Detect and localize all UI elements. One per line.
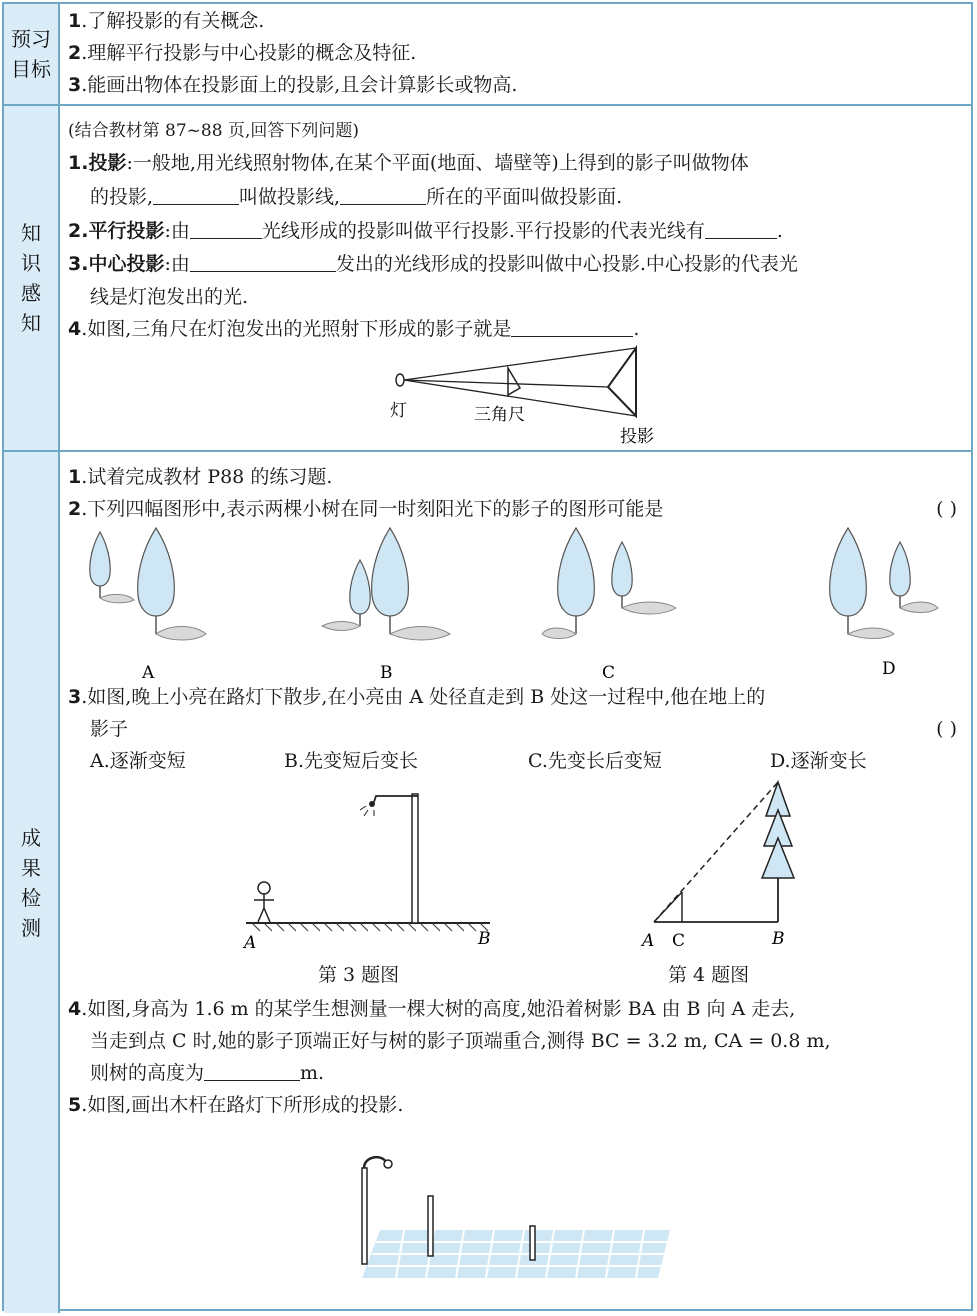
figure-5-poles (354, 1152, 684, 1282)
figure-4-tree-measure (638, 774, 808, 954)
check-q3-line2: 影子 (90, 718, 129, 740)
lamp-post (360, 794, 418, 923)
fig-lamp-label: 灯 (390, 401, 407, 421)
fig4-point-b: B (772, 929, 785, 949)
check-content (68, 452, 965, 1313)
answer-blank[interactable] (340, 184, 426, 205)
knowledge-q2: 2.平行投影:由 光线形成的投影叫做平行投影.平行投影的代表光线有 . (68, 220, 783, 242)
fig4-point-a: A (642, 931, 655, 951)
check-q1: 1.试着完成教材 P88 的练习题. (68, 466, 333, 488)
triangle-ruler (508, 368, 520, 395)
triangle-shadow (608, 348, 636, 416)
check-q5: 5.如图,画出木杆在路灯下所形成的投影. (68, 1094, 404, 1116)
check-q3-line1: 3.如图,晚上小亮在路灯下散步,在小亮由 A 处径直走到 B 处这一过程中,他在地上的 (68, 686, 766, 708)
person-xiaoliang (254, 882, 274, 922)
knowledge-q3-line2: 线是灯泡发出的光. (90, 286, 249, 308)
knowledge-label: 知 识 感 知 (21, 221, 41, 335)
answer-blank[interactable] (705, 218, 777, 239)
knowledge-intro: (结合教材第 87~88 页,回答下列问题) (68, 121, 359, 141)
lamp-bulb (396, 374, 404, 386)
preview-goals-content (68, 4, 965, 104)
check-q4-line1: 4.如图,身高为 1.6 m 的某学生想测量一棵大树的高度,她沿着树影 BA 由 B 向 A 走去, (68, 998, 796, 1020)
preview-goal-1: 1.了解投影的有关概念. (68, 10, 265, 32)
tree-option-c[interactable] (542, 528, 676, 683)
tree-option-a-label: A (142, 663, 155, 683)
answer-blank[interactable] (204, 1060, 300, 1081)
knowledge-label-cell (4, 106, 60, 450)
fig-triangle-label: 三角尺 (474, 405, 525, 425)
answer-blank[interactable] (190, 251, 336, 272)
preview-goals-label: 预习 目标 (11, 27, 51, 81)
answer-blank[interactable] (511, 316, 633, 337)
check-q3-option-a[interactable]: A.逐渐变短 (90, 750, 186, 772)
check-q4-line2: 当走到点 C 时,她的影子顶端正好与树的影子顶端重合,测得 BC = 3.2 m, CA = 0.8 m, (90, 1030, 831, 1052)
preview-goals-label-cell (4, 4, 60, 104)
check-q3-option-d[interactable]: D.逐渐变长 (770, 750, 867, 772)
tree-option-d-label: D (882, 659, 896, 679)
check-q2: 2.下列四幅图形中,表示两棵小树在同一时刻阳光下的影子的图形可能是 (68, 498, 664, 520)
knowledge-q1-line1: 1.投影:一般地,用光线照射物体,在某个平面(地面、墙壁等)上得到的影子叫做物体 (68, 152, 749, 174)
preview-goals-row (4, 4, 971, 106)
big-tree (762, 782, 794, 878)
check-row (4, 452, 971, 1313)
check-q3-option-b[interactable]: B.先变短后变长 (284, 750, 419, 772)
tree-option-b[interactable] (322, 528, 450, 683)
fig-shadow-label: 投影 (620, 427, 654, 447)
check-label-cell (4, 452, 60, 1313)
check-q3-answer-paren[interactable]: ( ) (936, 718, 957, 740)
answer-blank[interactable] (190, 218, 262, 239)
fig3-point-a: A (244, 933, 257, 953)
tree-options-figure (78, 524, 958, 684)
figure-4-caption: 第 4 题图 (668, 964, 750, 986)
projection-figure (388, 342, 708, 448)
tree-option-b-label: B (380, 663, 393, 683)
check-q4-line3: 则树的高度为 m. (90, 1062, 325, 1084)
knowledge-q3-line1: 3.中心投影:由 发出的光线形成的投影叫做中心投影.中心投影的代表光 (68, 253, 798, 275)
preview-goal-3: 3.能画出物体在投影面上的投影,且会计算影长或物高. (68, 74, 518, 96)
figure-3-caption: 第 3 题图 (318, 964, 400, 986)
preview-goal-2: 2.理解平行投影与中心投影的概念及特征. (68, 42, 417, 64)
ground-grid (362, 1230, 670, 1278)
check-label: 成 果 检 测 (21, 825, 41, 940)
knowledge-content (68, 106, 965, 450)
figure-3-streetlamp (238, 782, 508, 958)
fig4-point-c: C (672, 931, 686, 951)
answer-blank[interactable] (153, 184, 239, 205)
check-q3-option-c[interactable]: C.先变长后变短 (528, 750, 662, 772)
tree-option-c-label: C (602, 663, 616, 683)
tree-option-d[interactable] (830, 528, 938, 679)
knowledge-q4: 4.如图,三角尺在灯泡发出的光照射下形成的影子就是 . (68, 318, 640, 340)
worksheet (2, 2, 973, 1311)
knowledge-row (4, 106, 971, 452)
tree-option-a[interactable] (90, 528, 206, 683)
knowledge-q1-line2: 的投影, 叫做投影线, 所在的平面叫做投影面. (90, 186, 623, 208)
wooden-pole-2 (530, 1226, 535, 1260)
check-q2-answer-paren[interactable]: ( ) (936, 498, 957, 520)
wooden-pole-1 (428, 1196, 433, 1256)
fig3-point-b: B (478, 929, 491, 949)
